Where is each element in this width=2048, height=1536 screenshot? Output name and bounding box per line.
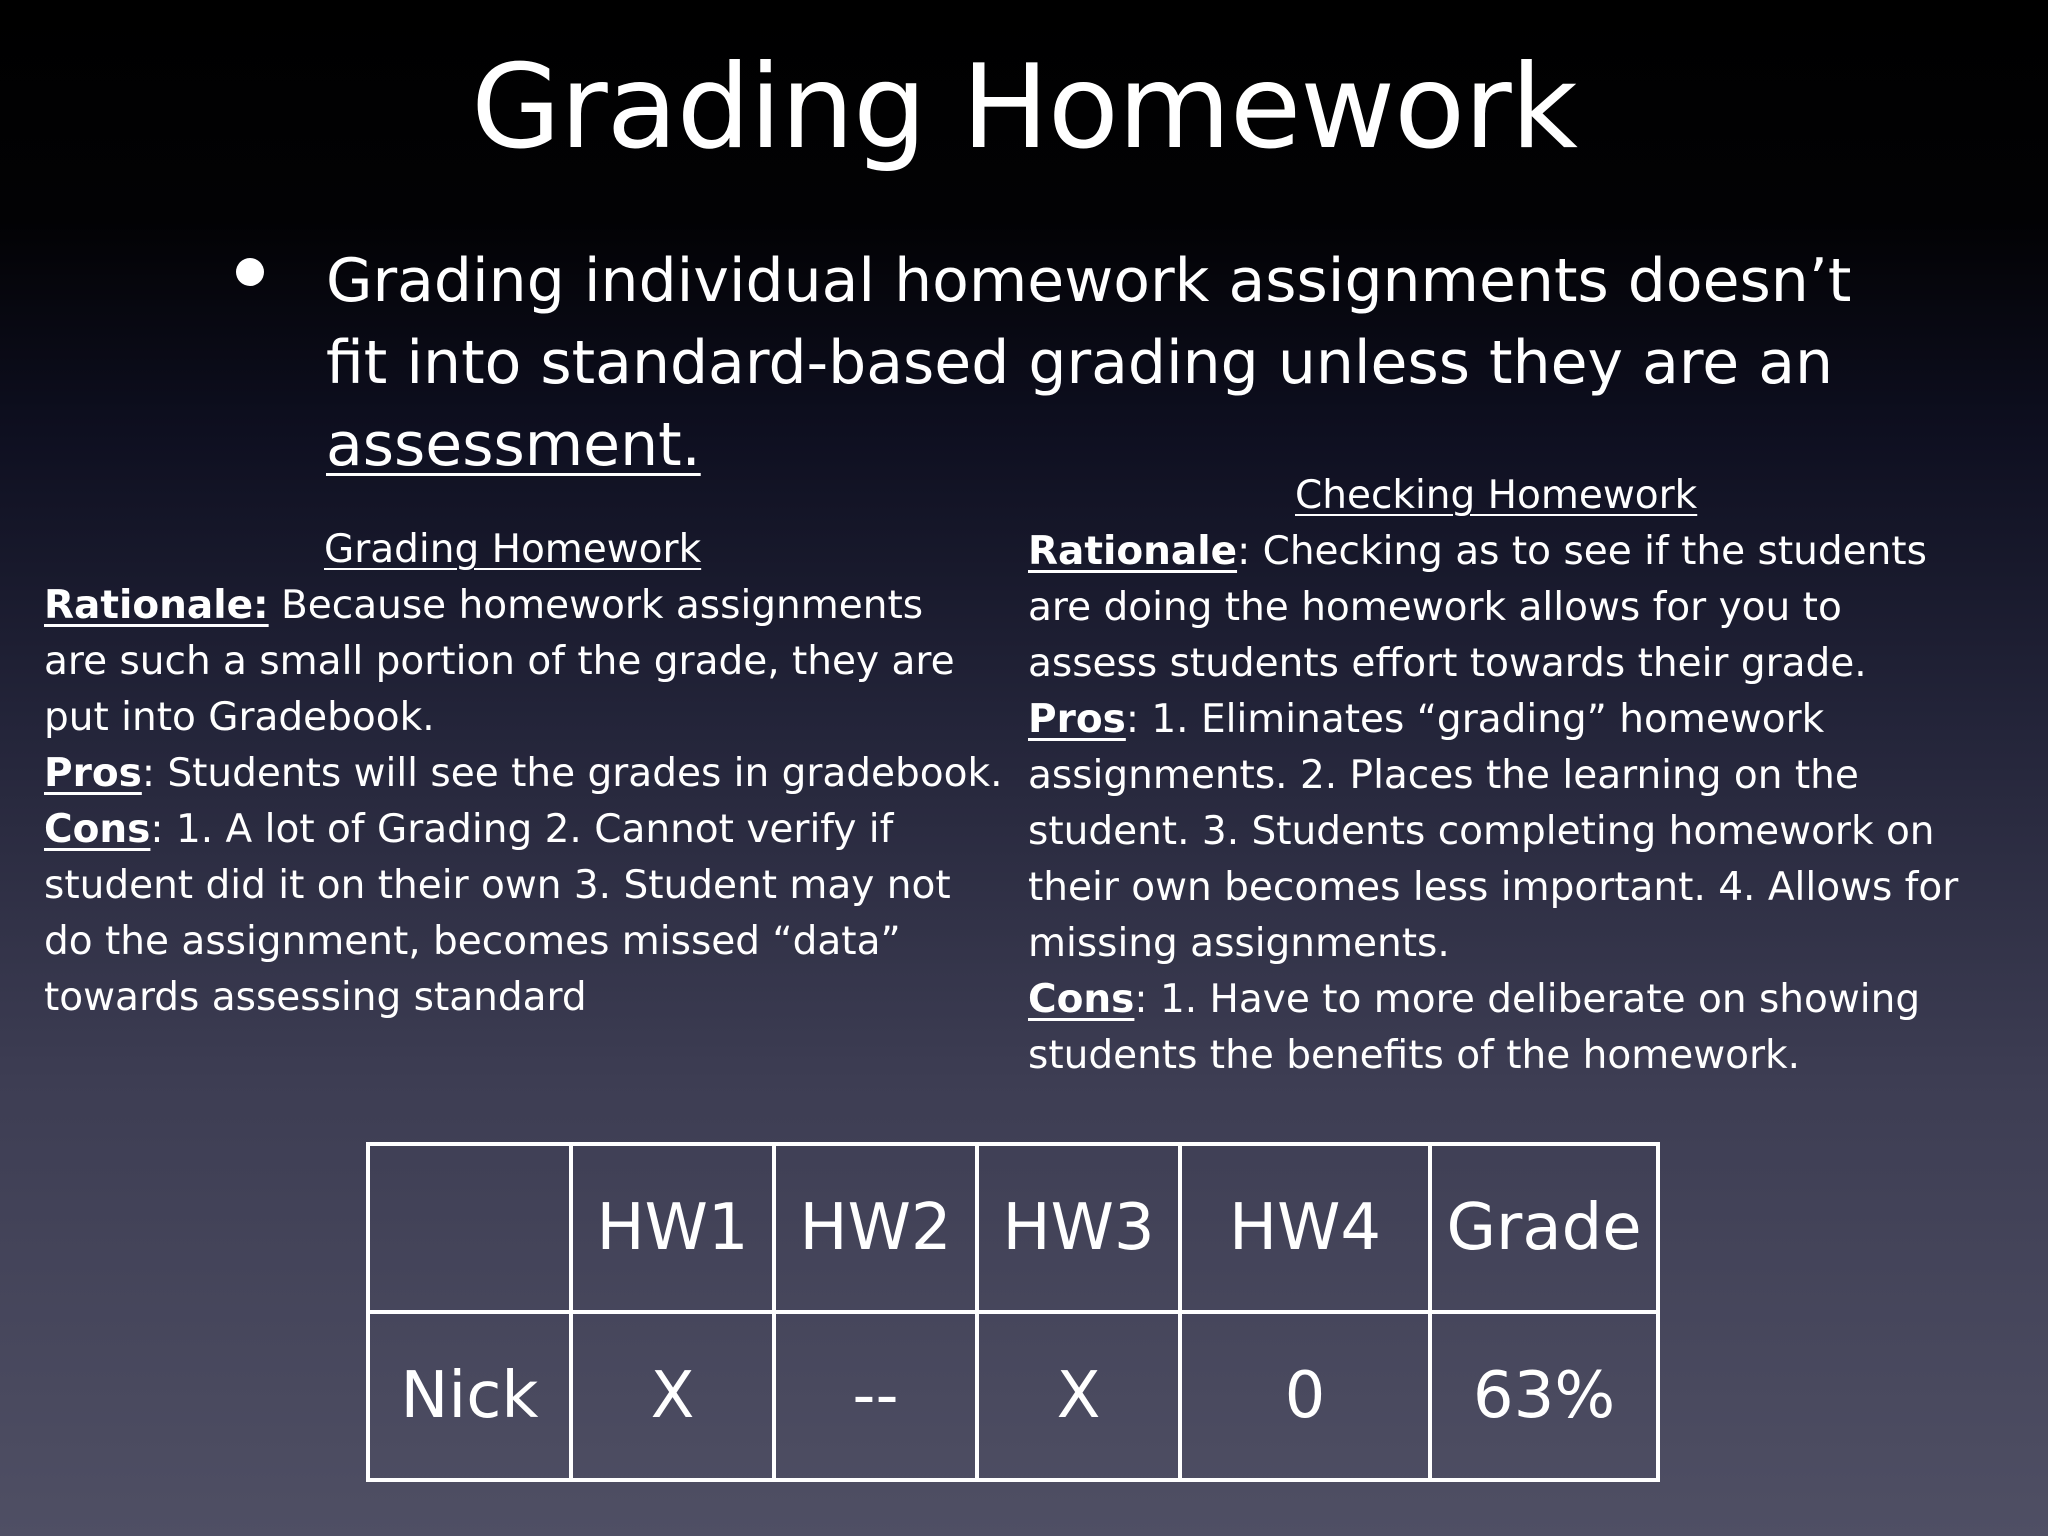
table-header-cell: Grade: [1430, 1144, 1658, 1312]
grading-rationale-text: Because homework assignments: [268, 583, 924, 628]
table-header-cell: HW1: [571, 1144, 774, 1312]
grading-rationale-line: put into Gradebook.: [44, 695, 435, 740]
table-cell: 0: [1180, 1312, 1430, 1480]
checking-cons-text: : 1. Have to more deliberate on showing: [1134, 977, 1921, 1022]
table-header-cell: HW3: [977, 1144, 1180, 1312]
checking-pros-line: assignments. 2. Places the learning on the: [1028, 753, 1859, 798]
checking-pros-line: missing assignments.: [1028, 921, 1450, 966]
table-cell: X: [571, 1312, 774, 1480]
checking-rationale-label: Rationale: [1028, 529, 1238, 574]
grading-heading: Grading Homework: [324, 527, 702, 572]
checking-pros-text: : 1. Eliminates “grading” homework: [1125, 697, 1825, 742]
table-header-cell: HW2: [774, 1144, 977, 1312]
grading-pros-text: : Students will see the grades in gradebook.: [141, 751, 1003, 796]
table-cell: --: [774, 1312, 977, 1480]
homework-grade-table: [366, 1142, 1660, 1482]
checking-rationale-line: are doing the homework allows for you to: [1028, 585, 1842, 630]
checking-cons-line: students the benefits of the homework.: [1028, 1033, 1800, 1078]
grading-rationale-line: are such a small portion of the grade, they are: [44, 639, 955, 684]
checking-homework-column: [1028, 468, 2028, 1084]
grading-pros-label: Pros: [44, 751, 142, 796]
checking-pros-line: their own becomes less important. 4. Allows for: [1028, 865, 1959, 910]
bullet-line-3: assessment.: [326, 410, 701, 480]
table-header-cell: HW4: [1180, 1144, 1430, 1312]
table-cell: X: [977, 1312, 1180, 1480]
checking-pros-label: Pros: [1028, 697, 1126, 742]
table-header-row: [368, 1144, 1658, 1312]
bullet-line-1: Grading individual homework assignments doesn’t: [326, 246, 1852, 316]
bullet-text: [326, 240, 1886, 486]
table-cell: Nick: [368, 1312, 571, 1480]
checking-cons-label: Cons: [1028, 977, 1135, 1022]
checking-rationale-line: assess students effort towards their grade.: [1028, 641, 1867, 686]
bullet-icon: [236, 258, 264, 286]
bullet-line-2: fit into standard-based grading unless they are an: [326, 328, 1834, 398]
slide-title: Grading Homework: [471, 40, 1577, 175]
grading-cons-text: : 1. A lot of Grading 2. Cannot verify if: [150, 807, 894, 852]
checking-heading: Checking Homework: [1295, 473, 1698, 518]
grading-cons-line: towards assessing standard: [44, 975, 587, 1020]
checking-pros-line: student. 3. Students completing homework on: [1028, 809, 1935, 854]
grading-cons-label: Cons: [44, 807, 151, 852]
table-cell: 63%: [1430, 1312, 1658, 1480]
table-header-cell: [368, 1144, 571, 1312]
grading-cons-line: student did it on their own 3. Student may not: [44, 863, 951, 908]
grading-cons-line: do the assignment, becomes missed “data”: [44, 919, 901, 964]
grading-homework-column: [44, 522, 1004, 1026]
table-row: [368, 1312, 1658, 1480]
grading-rationale-label: Rationale:: [44, 583, 269, 628]
checking-rationale-text: : Checking as to see if the students: [1237, 529, 1927, 574]
